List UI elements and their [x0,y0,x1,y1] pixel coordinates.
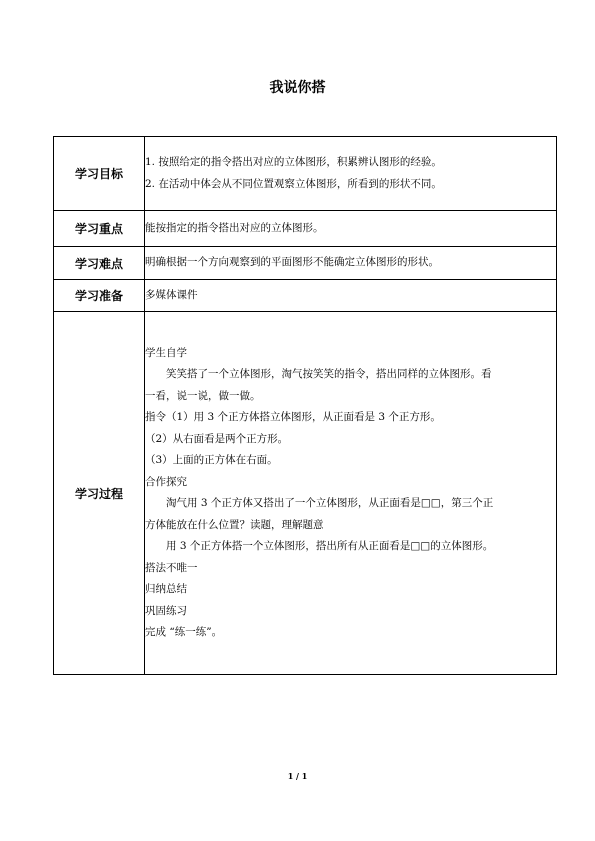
process-line: 指令（1）用 3 个正方体搭立体图形，从正面看是 3 个正方形。 [145,411,441,423]
process-line: 巩固练习 [145,604,187,617]
process-line: 搭法不唯一 [145,561,198,574]
learning-process-label: 学习过程 [54,312,145,675]
process-line: 归纳总结 [145,583,187,595]
preparation-content: 多媒体课件 [145,280,557,312]
process-line: 合作探究 [145,475,187,488]
row-learning-goals [54,137,557,211]
lesson-plan-table [53,136,557,675]
process-line: 方体能放在什么位置？读题，理解题意 [145,518,324,531]
preparation-label: 学习准备 [54,280,145,312]
row-difficulties [54,247,557,280]
row-key-points [54,211,557,247]
learning-goals-content [145,137,557,211]
process-line: 淘气用 3 个正方体又搭出了一个立体图形，从正面看是□□，第三个正 [166,497,494,509]
row-learning-process [54,312,557,675]
row-preparation [54,280,557,312]
difficulties-content: 明确根据一个方向观察到的平面图形不能确定立体图形的形状。 [145,247,557,280]
process-line: 学生自学 [145,346,187,359]
learning-goals-label: 学习目标 [54,137,145,211]
key-points-content: 能按指定的指令搭出对应的立体图形。 [145,211,557,247]
page-title: 我说你搭 [269,80,326,96]
process-line: 笑笑搭了一个立体图形，淘气按笑笑的指令，搭出同样的立体图形。看 [166,368,492,380]
process-line: 完成 “练一练”。 [145,626,223,638]
process-line: （3）上面的正方体在右面。 [145,454,278,466]
difficulties-label: 学习难点 [54,247,145,280]
goal-line: 2. 在活动中体会从不同位置观察立体图形，所看到的形状不同。 [145,177,442,190]
key-points-label: 学习重点 [54,211,145,247]
page-number: 1 / 1 [287,771,308,781]
learning-process-content [145,312,557,675]
process-line: 用 3 个正方体搭一个立体图形，搭出所有从正面看是□□的立体图形。 [166,540,494,552]
goal-line: 1. 按照给定的指令搭出对应的立体图形，积累辨认图形的经验。 [145,156,442,168]
process-line: （2）从右面看是两个正方形。 [145,432,289,445]
process-line: 一看，说一说，做一做。 [145,389,261,402]
